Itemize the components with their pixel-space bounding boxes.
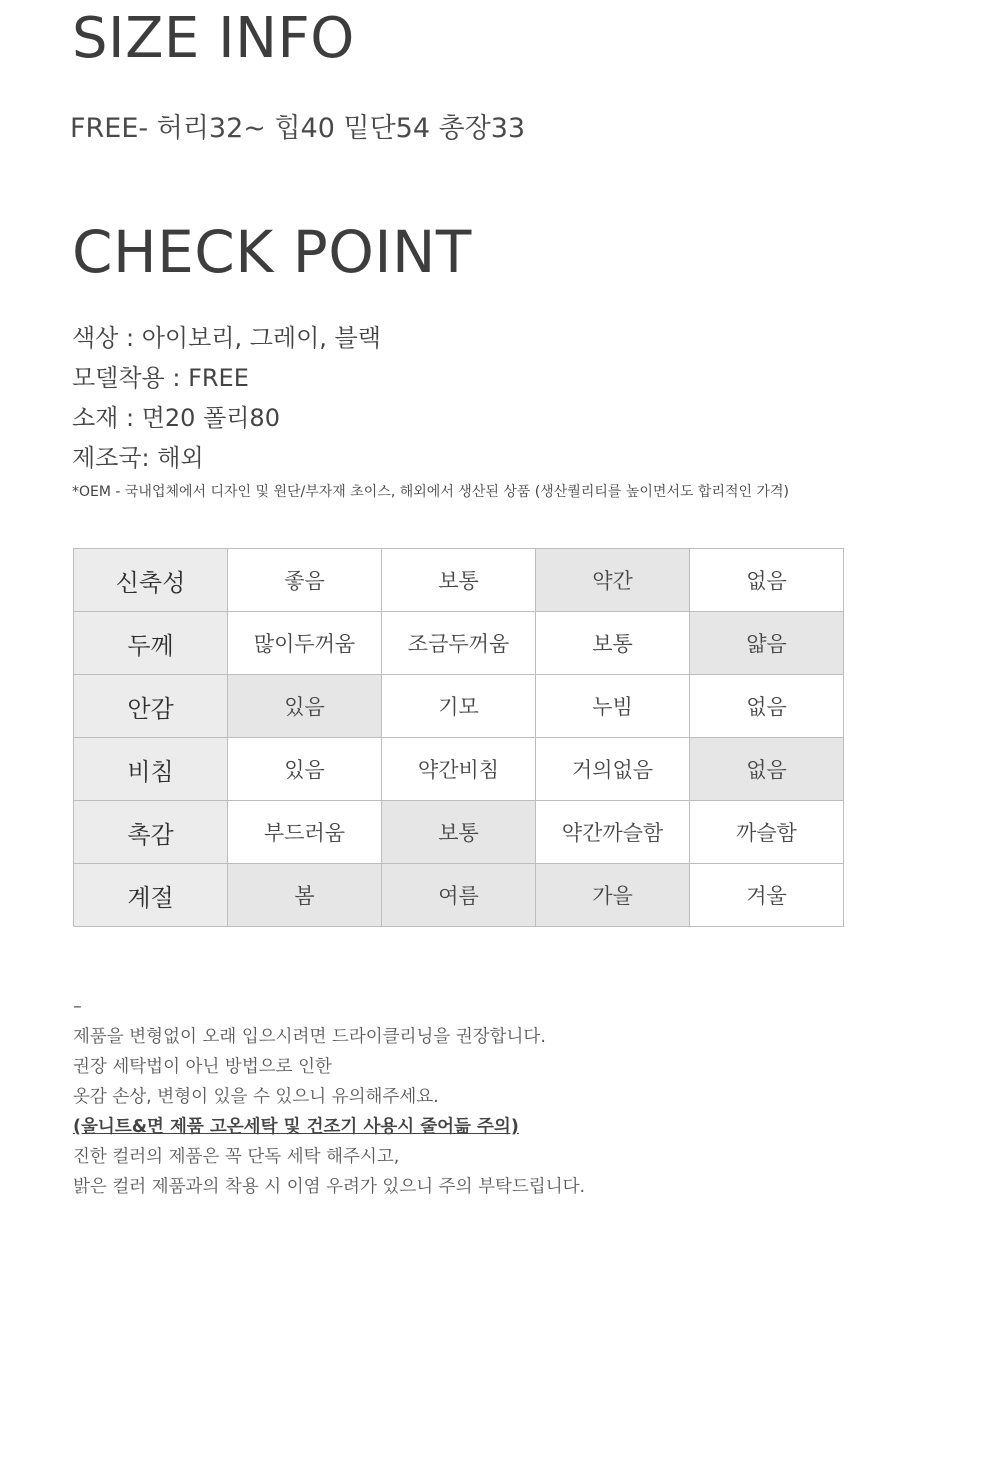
option-cell: 약간비침 bbox=[382, 738, 536, 801]
row-label: 계절 bbox=[74, 864, 228, 927]
info-origin: 제조국: 해외 bbox=[72, 444, 204, 472]
option-cell: 많이두꺼움 bbox=[228, 612, 382, 675]
care-warning: (울니트&면 제품 고온세탁 및 건조기 사용시 줄어듦 주의) bbox=[73, 1117, 519, 1137]
table-row bbox=[74, 864, 844, 927]
option-cell: 거의없음 bbox=[536, 738, 690, 801]
option-cell: 있음 bbox=[228, 738, 382, 801]
table-row bbox=[74, 612, 844, 675]
option-cell: 있음 bbox=[228, 675, 382, 738]
info-model-size: 모델착용 : FREE bbox=[72, 364, 249, 392]
product-info-list bbox=[72, 318, 381, 478]
info-material: 소재 : 면20 폴리80 bbox=[72, 404, 280, 432]
check-point-title: CHECK POINT bbox=[72, 218, 472, 286]
option-cell: 약간 bbox=[536, 549, 690, 612]
option-cell: 가을 bbox=[536, 864, 690, 927]
info-color: 색상 : 아이보리, 그레이, 블랙 bbox=[72, 324, 381, 352]
care-line: 진한 컬러의 제품은 꼭 단독 세탁 해주시고, bbox=[73, 1147, 400, 1167]
option-cell: 기모 bbox=[382, 675, 536, 738]
product-attribute-table bbox=[73, 548, 844, 927]
option-cell: 좋음 bbox=[228, 549, 382, 612]
table-row bbox=[74, 801, 844, 864]
row-label: 신축성 bbox=[74, 549, 228, 612]
size-info-title: SIZE INFO bbox=[72, 6, 355, 71]
option-cell: 까슬함 bbox=[690, 801, 844, 864]
option-cell: 보통 bbox=[536, 612, 690, 675]
care-instructions bbox=[73, 992, 585, 1202]
care-line: 제품을 변형없이 오래 입으시려면 드라이클리닝을 권장합니다. bbox=[73, 1027, 546, 1047]
oem-note: *OEM - 국내업체에서 디자인 및 원단/부자재 초이스, 해외에서 생산된 상품 (생산퀄리티를 높이면서도 합리적인 가격) bbox=[72, 484, 789, 500]
care-dash: – bbox=[73, 997, 82, 1017]
care-line: 밝은 컬러 제품과의 착용 시 이염 우려가 있으니 주의 부탁드립니다. bbox=[73, 1177, 586, 1197]
row-label: 비침 bbox=[74, 738, 228, 801]
option-cell: 약간까슬함 bbox=[536, 801, 690, 864]
option-cell: 조금두꺼움 bbox=[382, 612, 536, 675]
option-cell: 여름 bbox=[382, 864, 536, 927]
size-info-line: FREE- 허리32~ 힙40 밑단54 총장33 bbox=[70, 113, 526, 144]
table-row bbox=[74, 738, 844, 801]
option-cell: 보통 bbox=[382, 549, 536, 612]
row-label: 안감 bbox=[74, 675, 228, 738]
option-cell: 누빔 bbox=[536, 675, 690, 738]
option-cell: 없음 bbox=[690, 738, 844, 801]
care-line: 옷감 손상, 변형이 있을 수 있으니 유의해주세요. bbox=[73, 1087, 439, 1107]
option-cell: 보통 bbox=[382, 801, 536, 864]
table-row bbox=[74, 675, 844, 738]
option-cell: 없음 bbox=[690, 549, 844, 612]
option-cell: 부드러움 bbox=[228, 801, 382, 864]
option-cell: 없음 bbox=[690, 675, 844, 738]
table-row bbox=[74, 549, 844, 612]
option-cell: 얇음 bbox=[690, 612, 844, 675]
option-cell: 겨울 bbox=[690, 864, 844, 927]
row-label: 촉감 bbox=[74, 801, 228, 864]
option-cell: 봄 bbox=[228, 864, 382, 927]
row-label: 두께 bbox=[74, 612, 228, 675]
care-line: 권장 세탁법이 아닌 방법으로 인한 bbox=[73, 1057, 332, 1077]
